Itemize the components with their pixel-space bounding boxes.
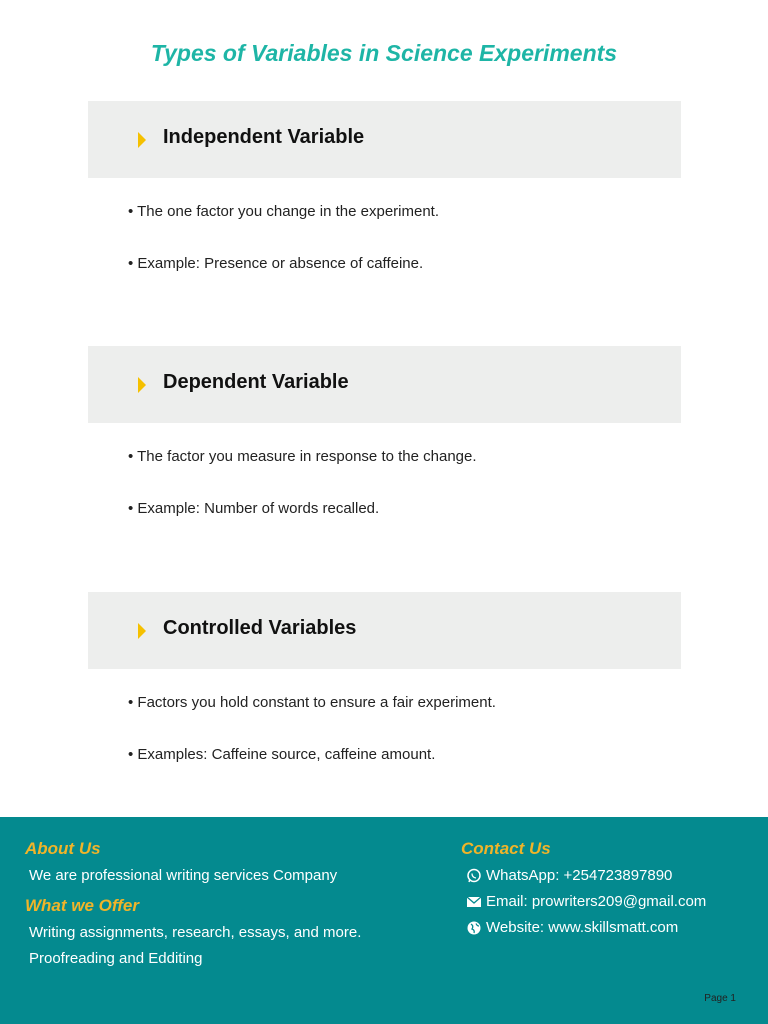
offer-line: Writing assignments, research, essays, and more. xyxy=(29,924,362,941)
page-number: Page 1 xyxy=(704,993,736,1004)
bullet-text: • Example: Number of words recalled. xyxy=(128,500,380,517)
section-heading: Dependent Variable xyxy=(163,371,349,393)
bullet-text: • Example: Presence or absence of caffeine. xyxy=(128,255,424,272)
section-header-independent xyxy=(88,101,681,178)
email-text: Email: prowriters209@gmail.com xyxy=(486,893,707,910)
contact-whatsapp[interactable] xyxy=(466,867,672,884)
bullet-text: • Factors you hold constant to ensure a fair experiment. xyxy=(128,694,496,711)
globe-icon xyxy=(466,920,482,936)
offer-line: Proofreading and Edditing xyxy=(29,950,203,967)
footer xyxy=(0,817,768,1024)
whatsapp-text: WhatsApp: +254723897890 xyxy=(486,867,673,884)
offer-title: What we Offer xyxy=(25,896,139,915)
about-text: We are professional writing services Company xyxy=(29,867,338,884)
section-header-dependent xyxy=(88,346,681,423)
contact-title: Contact Us xyxy=(461,839,551,858)
about-title: About Us xyxy=(25,839,101,858)
section-header-controlled xyxy=(88,592,681,669)
website-text: Website: www.skillsmatt.com xyxy=(486,919,679,936)
section-heading: Independent Variable xyxy=(163,126,365,148)
bullet-text: • The one factor you change in the experiment. xyxy=(128,203,440,220)
bullet-text: • The factor you measure in response to the change. xyxy=(128,448,477,465)
contact-website[interactable] xyxy=(466,919,678,936)
bullet-text: • Examples: Caffeine source, caffeine amount. xyxy=(128,746,436,763)
contact-email[interactable] xyxy=(466,893,706,910)
page-title: Types of Variables in Science Experiments xyxy=(150,40,618,66)
caret-right-icon xyxy=(138,377,146,393)
caret-right-icon xyxy=(138,623,146,639)
section-heading: Controlled Variables xyxy=(163,617,357,639)
envelope-icon xyxy=(466,894,482,910)
caret-right-icon xyxy=(138,132,146,148)
whatsapp-icon xyxy=(466,868,482,884)
